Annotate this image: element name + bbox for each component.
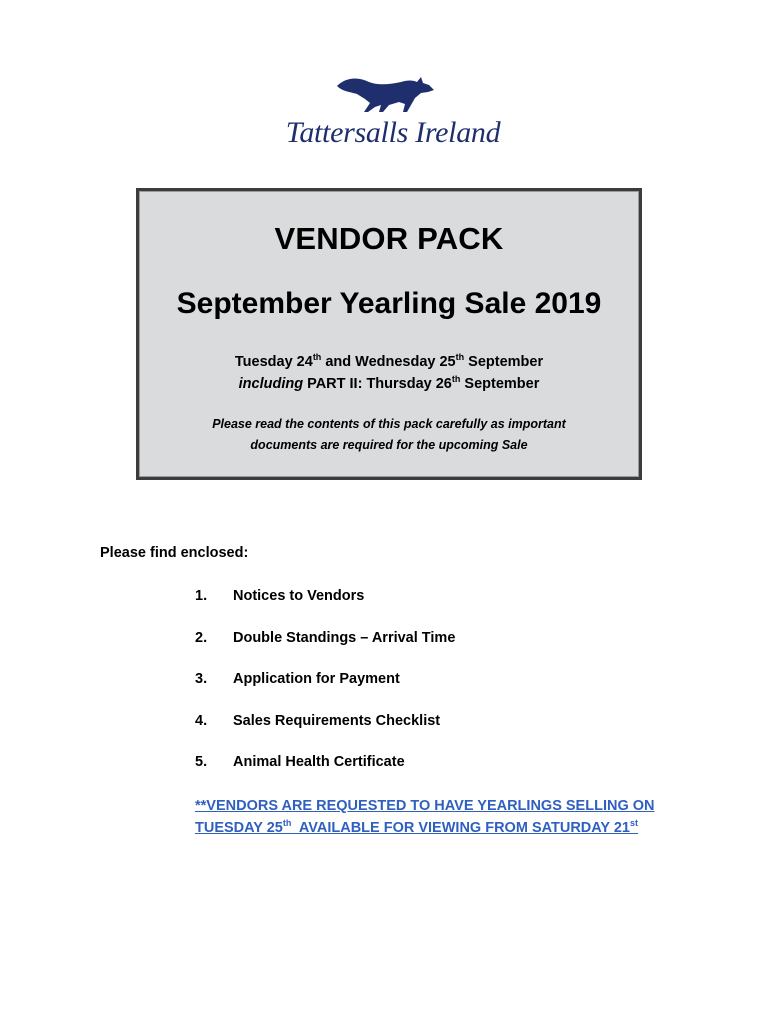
list-item-number: 1. (195, 588, 208, 604)
list-item-number: 3. (195, 671, 208, 687)
page-title: VENDOR PACK (274, 221, 504, 256)
list-item-number: 2. (195, 629, 208, 646)
enclosed-list (195, 588, 455, 796)
list-item-label: Double Standings – Arrival Time (233, 629, 456, 646)
notice-line-1: **VENDORS ARE REQUESTED TO HAVE YEARLINGS SELLING ON (195, 798, 655, 814)
list-item (195, 671, 455, 713)
note-line-2: documents are required for the upcoming Sale (250, 438, 528, 452)
fox-icon (335, 72, 435, 116)
list-item (195, 713, 455, 755)
sale-dates (139, 351, 639, 395)
dates-line-2: including PART II: Thursday 26th September (238, 374, 540, 392)
dates-line-1: Tuesday 24th and Wednesday 25th September (234, 352, 544, 370)
vendor-pack-box (136, 188, 642, 480)
list-item-label: Application for Payment (233, 671, 400, 687)
important-note (139, 414, 639, 456)
brand-name: Tattersalls Ireland (285, 116, 501, 149)
notice-line-2: TUESDAY 25th AVAILABLE FOR VIEWING FROM SATURDAY 21st (195, 818, 639, 836)
list-item-label: Sales Requirements Checklist (233, 712, 441, 729)
list-item (195, 754, 455, 796)
list-item-label: Animal Health Certificate (233, 754, 405, 770)
list-item-number: 5. (195, 754, 208, 770)
enclosed-heading: Please find enclosed: (100, 545, 249, 561)
list-item-number: 4. (195, 712, 208, 729)
logo (0, 72, 770, 150)
list-item-label: Notices to Vendors (233, 588, 365, 604)
list-item (195, 630, 455, 672)
list-item (195, 588, 455, 630)
note-line-1: Please read the contents of this pack carefully as important (212, 417, 566, 431)
sale-title: September Yearling Sale 2019 (176, 287, 602, 320)
viewing-notice-link[interactable] (195, 795, 655, 839)
